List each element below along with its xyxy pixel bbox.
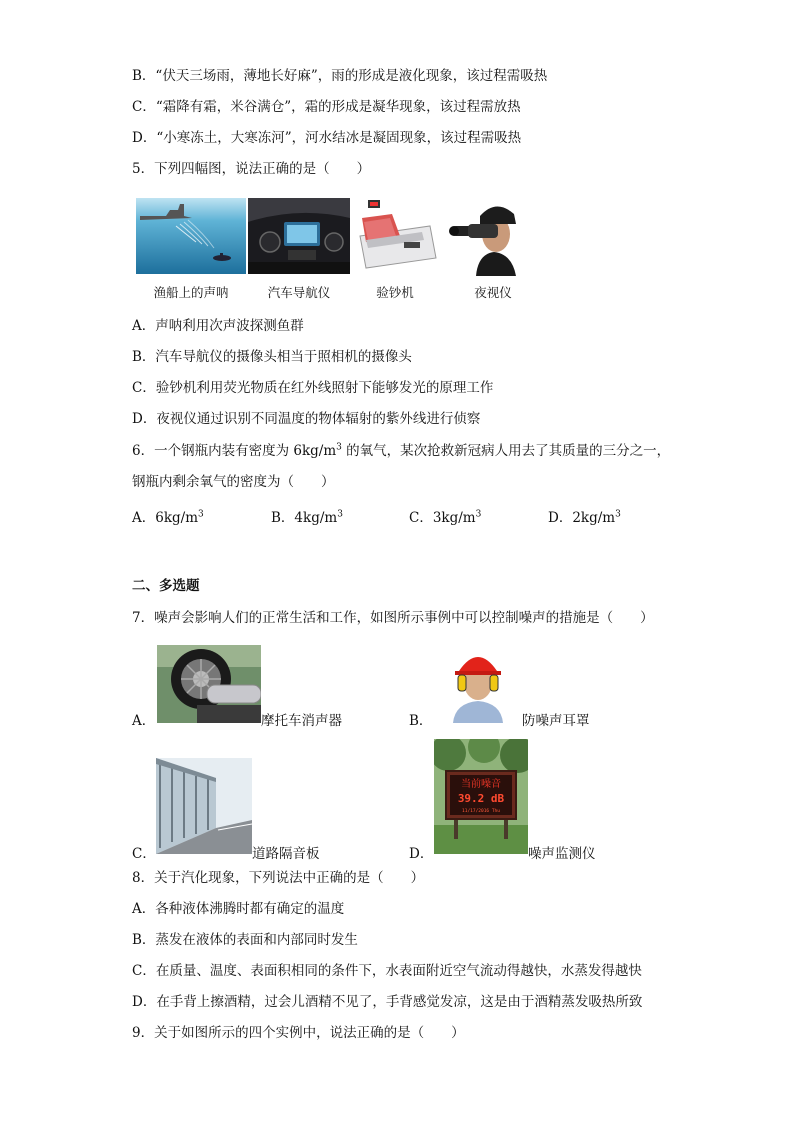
q7-option-c-letter: C． [132,846,156,862]
noise-monitor-reading: 39.2 dB [457,792,505,805]
q6-option-b: B．$4kg/m^3$ [271,509,343,526]
caption-sonar: 渔船上的声呐 [153,285,229,300]
q7-stem: 7．噪声会影响人们的正常生活和工作，如图所示事例中可以控制噪声的措施是（ ） [132,610,654,626]
q7-option-d-letter: D． [409,846,434,862]
q6-option-d: D．$2kg/m^3$ [548,509,621,526]
car-navigator-image [248,198,350,274]
q8-option-a: A．各种液体沸腾时都有确定的温度 [132,901,345,917]
q8-stem: 8．关于汽化现象，下列说法中正确的是（ ） [132,870,425,886]
road-sound-barrier-image [156,758,252,854]
q5-option-a: A．声呐利用次声波探测鱼群 [132,318,304,334]
night-vision-image [446,196,540,276]
caption-night-vision: 夜视仪 [474,285,512,300]
q7-option-b-text: 防噪声耳罩 [522,713,590,729]
q7-option-d-text: 噪声监测仪 [528,846,596,862]
earmuff-helmet-image [439,645,517,723]
noise-monitor-date: 11/17/2016 Thu [462,809,500,814]
q8-option-c: C．在质量、温度、表面积相同的条件下，水表面附近空气流动得越快，水蒸发得越快 [132,963,642,979]
noise-monitor-title: 当前噪音 [461,779,501,790]
q4-option-d: D．“小寒冻土，大寒冻河”，河水结冰是凝固现象，该过程需吸热 [132,130,522,146]
q7-option-a-text: 摩托车消声器 [261,713,342,729]
money-detector-image [352,196,438,274]
q7-option-b-letter: B． [409,713,433,729]
q4-option-c: C．“霜降有霜，米谷满仓”，霜的形成是凝华现象，该过程需放热 [132,99,521,115]
q6-option-a: A．$6kg/m^3$ [132,509,204,526]
motorcycle-muffler-image [157,645,261,723]
q6-stem-line2: 钢瓶内剩余氧气的密度为（ ） [132,474,335,490]
q8-option-d: D．在手背上擦酒精，过会儿酒精不见了，手背感觉发凉，这是由于酒精蒸发吸热所致 [132,994,643,1010]
q5-option-c: C．验钞机利用荧光物质在红外线照射下能够发光的原理工作 [132,380,494,396]
caption-money-detector: 验钞机 [376,285,414,300]
q9-stem: 9．关于如图所示的四个实例中，说法正确的是（ ） [132,1025,465,1041]
q7-option-a-letter: A． [132,713,156,729]
sonar-image [136,198,246,274]
q5-option-d: D．夜视仪通过识别不同温度的物体辐射的紫外线进行侦察 [132,411,481,427]
caption-car-navigator: 汽车导航仪 [267,285,331,300]
q4-option-b: B．“伏天三场雨，薄地长好麻”，雨的形成是液化现象，该过程需吸热 [132,68,548,84]
q7-option-c-text: 道路隔音板 [252,846,320,862]
q5-stem: 5．下列四幅图，说法正确的是（ ） [132,161,371,177]
q8-option-b: B．蒸发在液体的表面和内部同时发生 [132,932,358,948]
q5-option-b: B．汽车导航仪的摄像头相当于照相机的摄像头 [132,349,412,365]
noise-monitor-image [434,739,528,854]
q6-stem-line1: 6．一个钢瓶内装有密度为 $6kg/m^3$ 的氧气，某次抢救新冠病人用去了其质量的三分之一， [132,442,671,459]
section-heading: 二、多选题 [132,578,200,594]
q6-option-c: C．$3kg/m^3$ [409,509,482,526]
